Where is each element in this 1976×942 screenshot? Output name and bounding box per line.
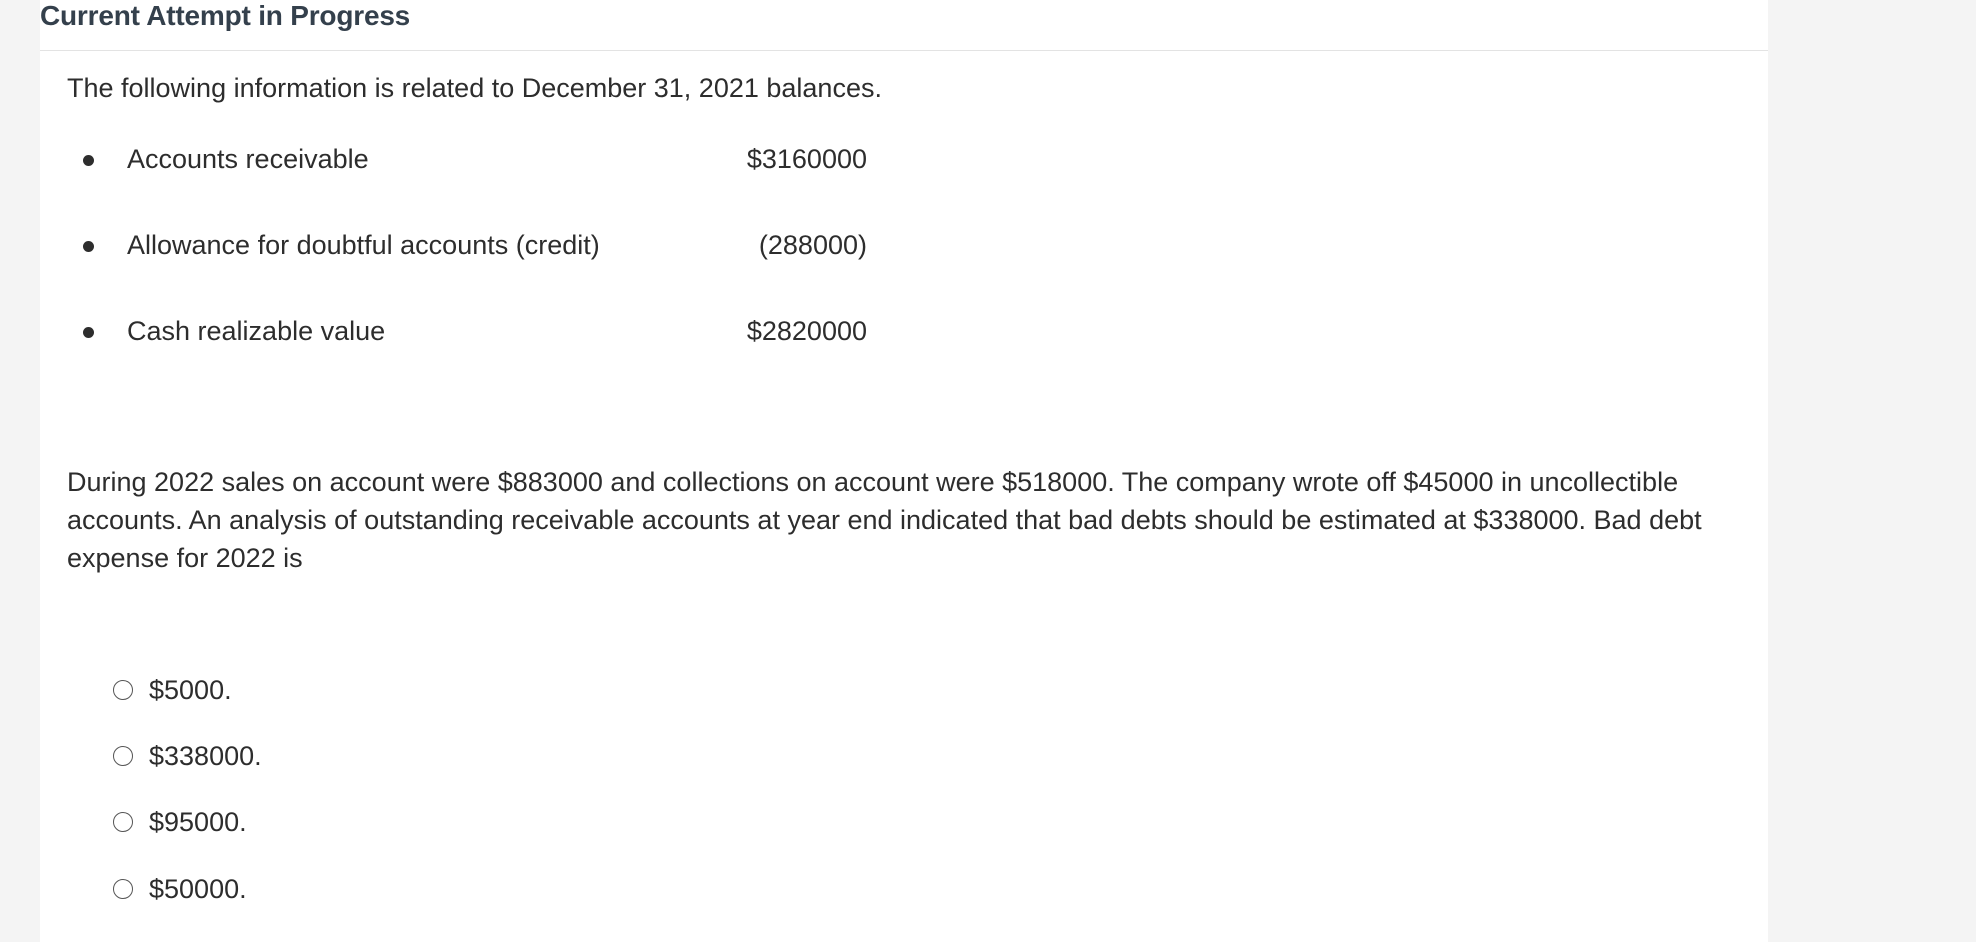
question-page xyxy=(40,0,1768,942)
balance-item-accounts-receivable xyxy=(67,141,867,177)
radio-button[interactable] xyxy=(113,746,133,766)
bullet-icon xyxy=(83,155,94,166)
balance-label: Allowance for doubtful accounts (credit) xyxy=(127,230,600,260)
answer-option-1[interactable] xyxy=(113,672,513,708)
attempt-title: Current Attempt in Progress xyxy=(40,0,411,31)
answer-option-4[interactable] xyxy=(113,871,513,907)
attempt-header xyxy=(40,0,1768,51)
balance-item-cash-realizable xyxy=(67,313,867,349)
answer-option-2[interactable] xyxy=(113,738,513,774)
balance-amount: (288000) xyxy=(758,230,867,260)
option-label: $5000. xyxy=(149,675,232,705)
option-label: $338000. xyxy=(149,741,262,771)
balance-label: Cash realizable value xyxy=(127,316,386,346)
question-text: During 2022 sales on account were $883000 and collections on account were $518000. The company wrote off $45000 in uncollectible accounts. An analysis of outstanding receivable accounts at year end indicated that bad debts should be estimated at $338000. Bad debt expense for 2022 is xyxy=(67,467,1702,573)
bullet-icon xyxy=(83,327,94,338)
answer-option-3[interactable] xyxy=(113,804,513,840)
radio-button[interactable] xyxy=(113,879,133,899)
problem-intro: The following information is related to December 31, 2021 balances. xyxy=(67,73,882,103)
radio-button[interactable] xyxy=(113,680,133,700)
option-label: $50000. xyxy=(149,874,247,904)
bullet-icon xyxy=(83,241,94,252)
balance-label: Accounts receivable xyxy=(127,144,369,174)
option-label: $95000. xyxy=(149,807,247,837)
balance-amount: $2820000 xyxy=(746,316,867,346)
balance-item-allowance xyxy=(67,227,867,263)
balance-amount: $3160000 xyxy=(746,144,867,174)
radio-button[interactable] xyxy=(113,812,133,832)
